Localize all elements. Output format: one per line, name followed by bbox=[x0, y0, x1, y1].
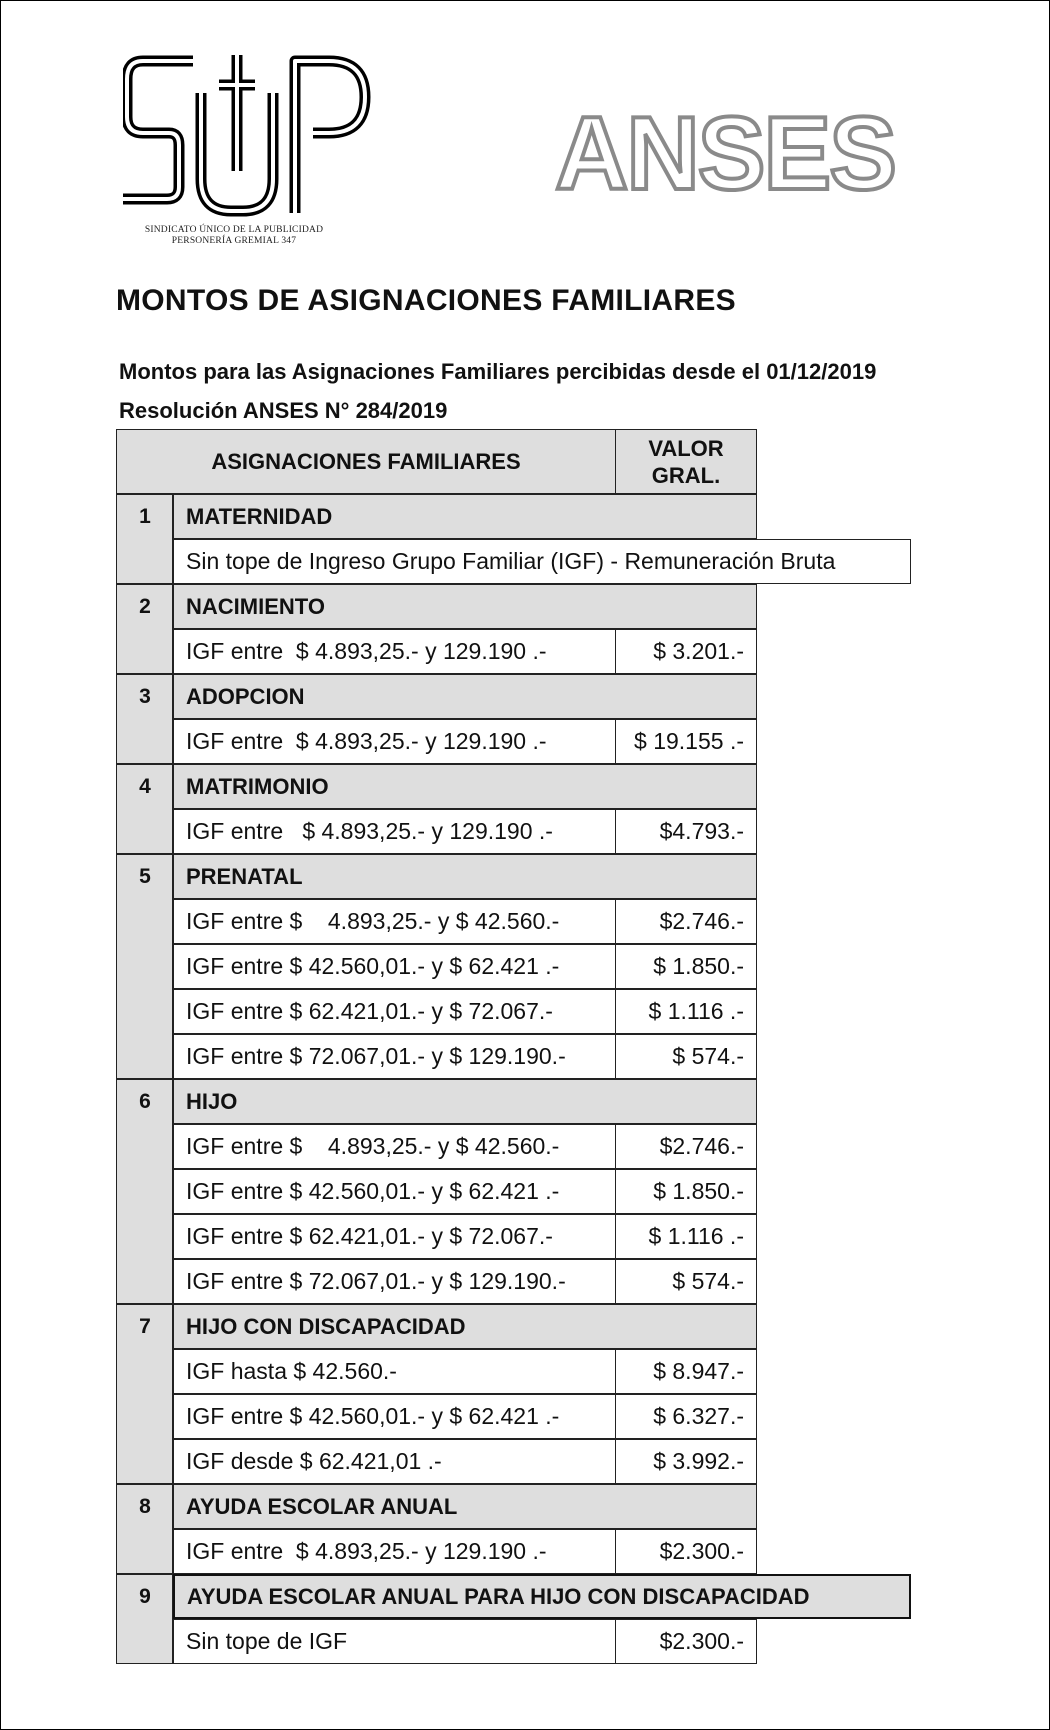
row-description: IGF entre $ 62.421,01.- y $ 72.067.- bbox=[173, 989, 616, 1034]
row-description: IGF entre $ 4.893,25.- y 129.190 .- bbox=[173, 629, 616, 674]
section-number: 9 bbox=[139, 1585, 151, 1608]
row-value: $ 6.327.- bbox=[615, 1394, 757, 1439]
row-value: $2.300.- bbox=[615, 1619, 757, 1664]
row-description: IGF entre $ 4.893,25.- y $ 42.560.- bbox=[173, 1124, 616, 1169]
row-description: IGF hasta $ 42.560.- bbox=[173, 1349, 616, 1394]
section-title: MATRIMONIO bbox=[173, 764, 757, 809]
header-allowances bbox=[116, 429, 616, 494]
row-value: $ 1.116 .- bbox=[615, 989, 757, 1034]
resolution-number: Resolución ANSES N° 284/2019 bbox=[119, 398, 448, 423]
row-description: IGF entre $ 4.893,25.- y $ 42.560.- bbox=[173, 899, 616, 944]
row-value: $ 3.201.- bbox=[615, 629, 757, 674]
subtitle: Montos para las Asignaciones Familiares percibidas desde el 01/12/2019 bbox=[119, 359, 877, 384]
row-description: IGF entre $ 42.560,01.- y $ 62.421 .- bbox=[173, 1169, 616, 1214]
section-title: HIJO bbox=[173, 1079, 757, 1124]
row-value: $4.793.- bbox=[615, 809, 757, 854]
row-description: Sin tope de Ingreso Grupo Familiar (IGF) - Remuneración Bruta bbox=[173, 539, 911, 584]
section-number-cell bbox=[116, 1484, 173, 1574]
section-number: 1 bbox=[139, 505, 151, 528]
sup-logo bbox=[123, 53, 373, 233]
sup-caption bbox=[129, 225, 339, 247]
section-number-cell bbox=[116, 1304, 173, 1484]
row-value: $ 3.992.- bbox=[615, 1439, 757, 1484]
section-title: AYUDA ESCOLAR ANUAL bbox=[173, 1484, 757, 1529]
row-value: $ 574.- bbox=[615, 1034, 757, 1079]
section-number: 3 bbox=[139, 685, 151, 708]
anses-logo bbox=[553, 99, 898, 204]
page-title: MONTOS DE ASIGNACIONES FAMILIARES bbox=[116, 284, 736, 317]
section-number-cell bbox=[116, 674, 173, 764]
section-number-cell bbox=[116, 1574, 173, 1664]
row-description: IGF entre $ 62.421,01.- y $ 72.067.- bbox=[173, 1214, 616, 1259]
section-number: 4 bbox=[139, 775, 151, 798]
header-allowances-label: ASIGNACIONES FAMILIARES bbox=[211, 448, 521, 474]
row-description: IGF desde $ 62.421,01 .- bbox=[173, 1439, 616, 1484]
row-value: $2.746.- bbox=[615, 1124, 757, 1169]
section-title: NACIMIENTO bbox=[173, 584, 757, 629]
row-description: IGF entre $ 4.893,25.- y 129.190 .- bbox=[173, 1529, 616, 1574]
section-number: 7 bbox=[139, 1315, 151, 1338]
row-description: IGF entre $ 4.893,25.- y 129.190 .- bbox=[173, 809, 616, 854]
row-value: $ 1.116 .- bbox=[615, 1214, 757, 1259]
row-value: $ 8.947.- bbox=[615, 1349, 757, 1394]
section-number: 6 bbox=[139, 1090, 151, 1113]
header-value-line1: VALOR bbox=[648, 435, 724, 461]
row-description: IGF entre $ 42.560,01.- y $ 62.421 .- bbox=[173, 1394, 616, 1439]
row-value: $ 1.850.- bbox=[615, 944, 757, 989]
section-title: PRENATAL bbox=[173, 854, 757, 899]
row-value: $2.746.- bbox=[615, 899, 757, 944]
header-value-line2: GRAL. bbox=[651, 462, 721, 488]
section-number-cell bbox=[116, 854, 173, 1079]
row-value: $ 19.155 .- bbox=[615, 719, 757, 764]
row-description: IGF entre $ 42.560,01.- y $ 62.421 .- bbox=[173, 944, 616, 989]
row-description: IGF entre $ 4.893,25.- y 129.190 .- bbox=[173, 719, 616, 764]
sup-caption-line1: SINDICATO ÚNICO DE LA PUBLICIDAD bbox=[144, 225, 324, 235]
section-number-cell bbox=[116, 494, 173, 584]
row-value: $ 1.850.- bbox=[615, 1169, 757, 1214]
section-number: 2 bbox=[139, 595, 151, 618]
section-title: ADOPCION bbox=[173, 674, 757, 719]
header-value bbox=[615, 429, 757, 494]
section-number: 5 bbox=[139, 865, 151, 888]
svg-text:ANSES: ANSES bbox=[555, 99, 895, 199]
section-title: HIJO CON DISCAPACIDAD bbox=[173, 1304, 757, 1349]
row-value: $2.300.- bbox=[615, 1529, 757, 1574]
row-description: IGF entre $ 72.067,01.- y $ 129.190.- bbox=[173, 1259, 616, 1304]
sup-caption-line2: PERSONERÍA GREMIAL 347 bbox=[171, 236, 297, 246]
row-description: IGF entre $ 72.067,01.- y $ 129.190.- bbox=[173, 1034, 616, 1079]
row-value: $ 574.- bbox=[615, 1259, 757, 1304]
section-number-cell bbox=[116, 584, 173, 674]
section-number-cell bbox=[116, 764, 173, 854]
section-title: MATERNIDAD bbox=[173, 494, 757, 539]
row-description: Sin tope de IGF bbox=[173, 1619, 616, 1664]
section-number: 8 bbox=[139, 1495, 151, 1518]
section-title: AYUDA ESCOLAR ANUAL PARA HIJO CON DISCAPACIDAD bbox=[173, 1574, 911, 1619]
section-number-cell bbox=[116, 1079, 173, 1304]
